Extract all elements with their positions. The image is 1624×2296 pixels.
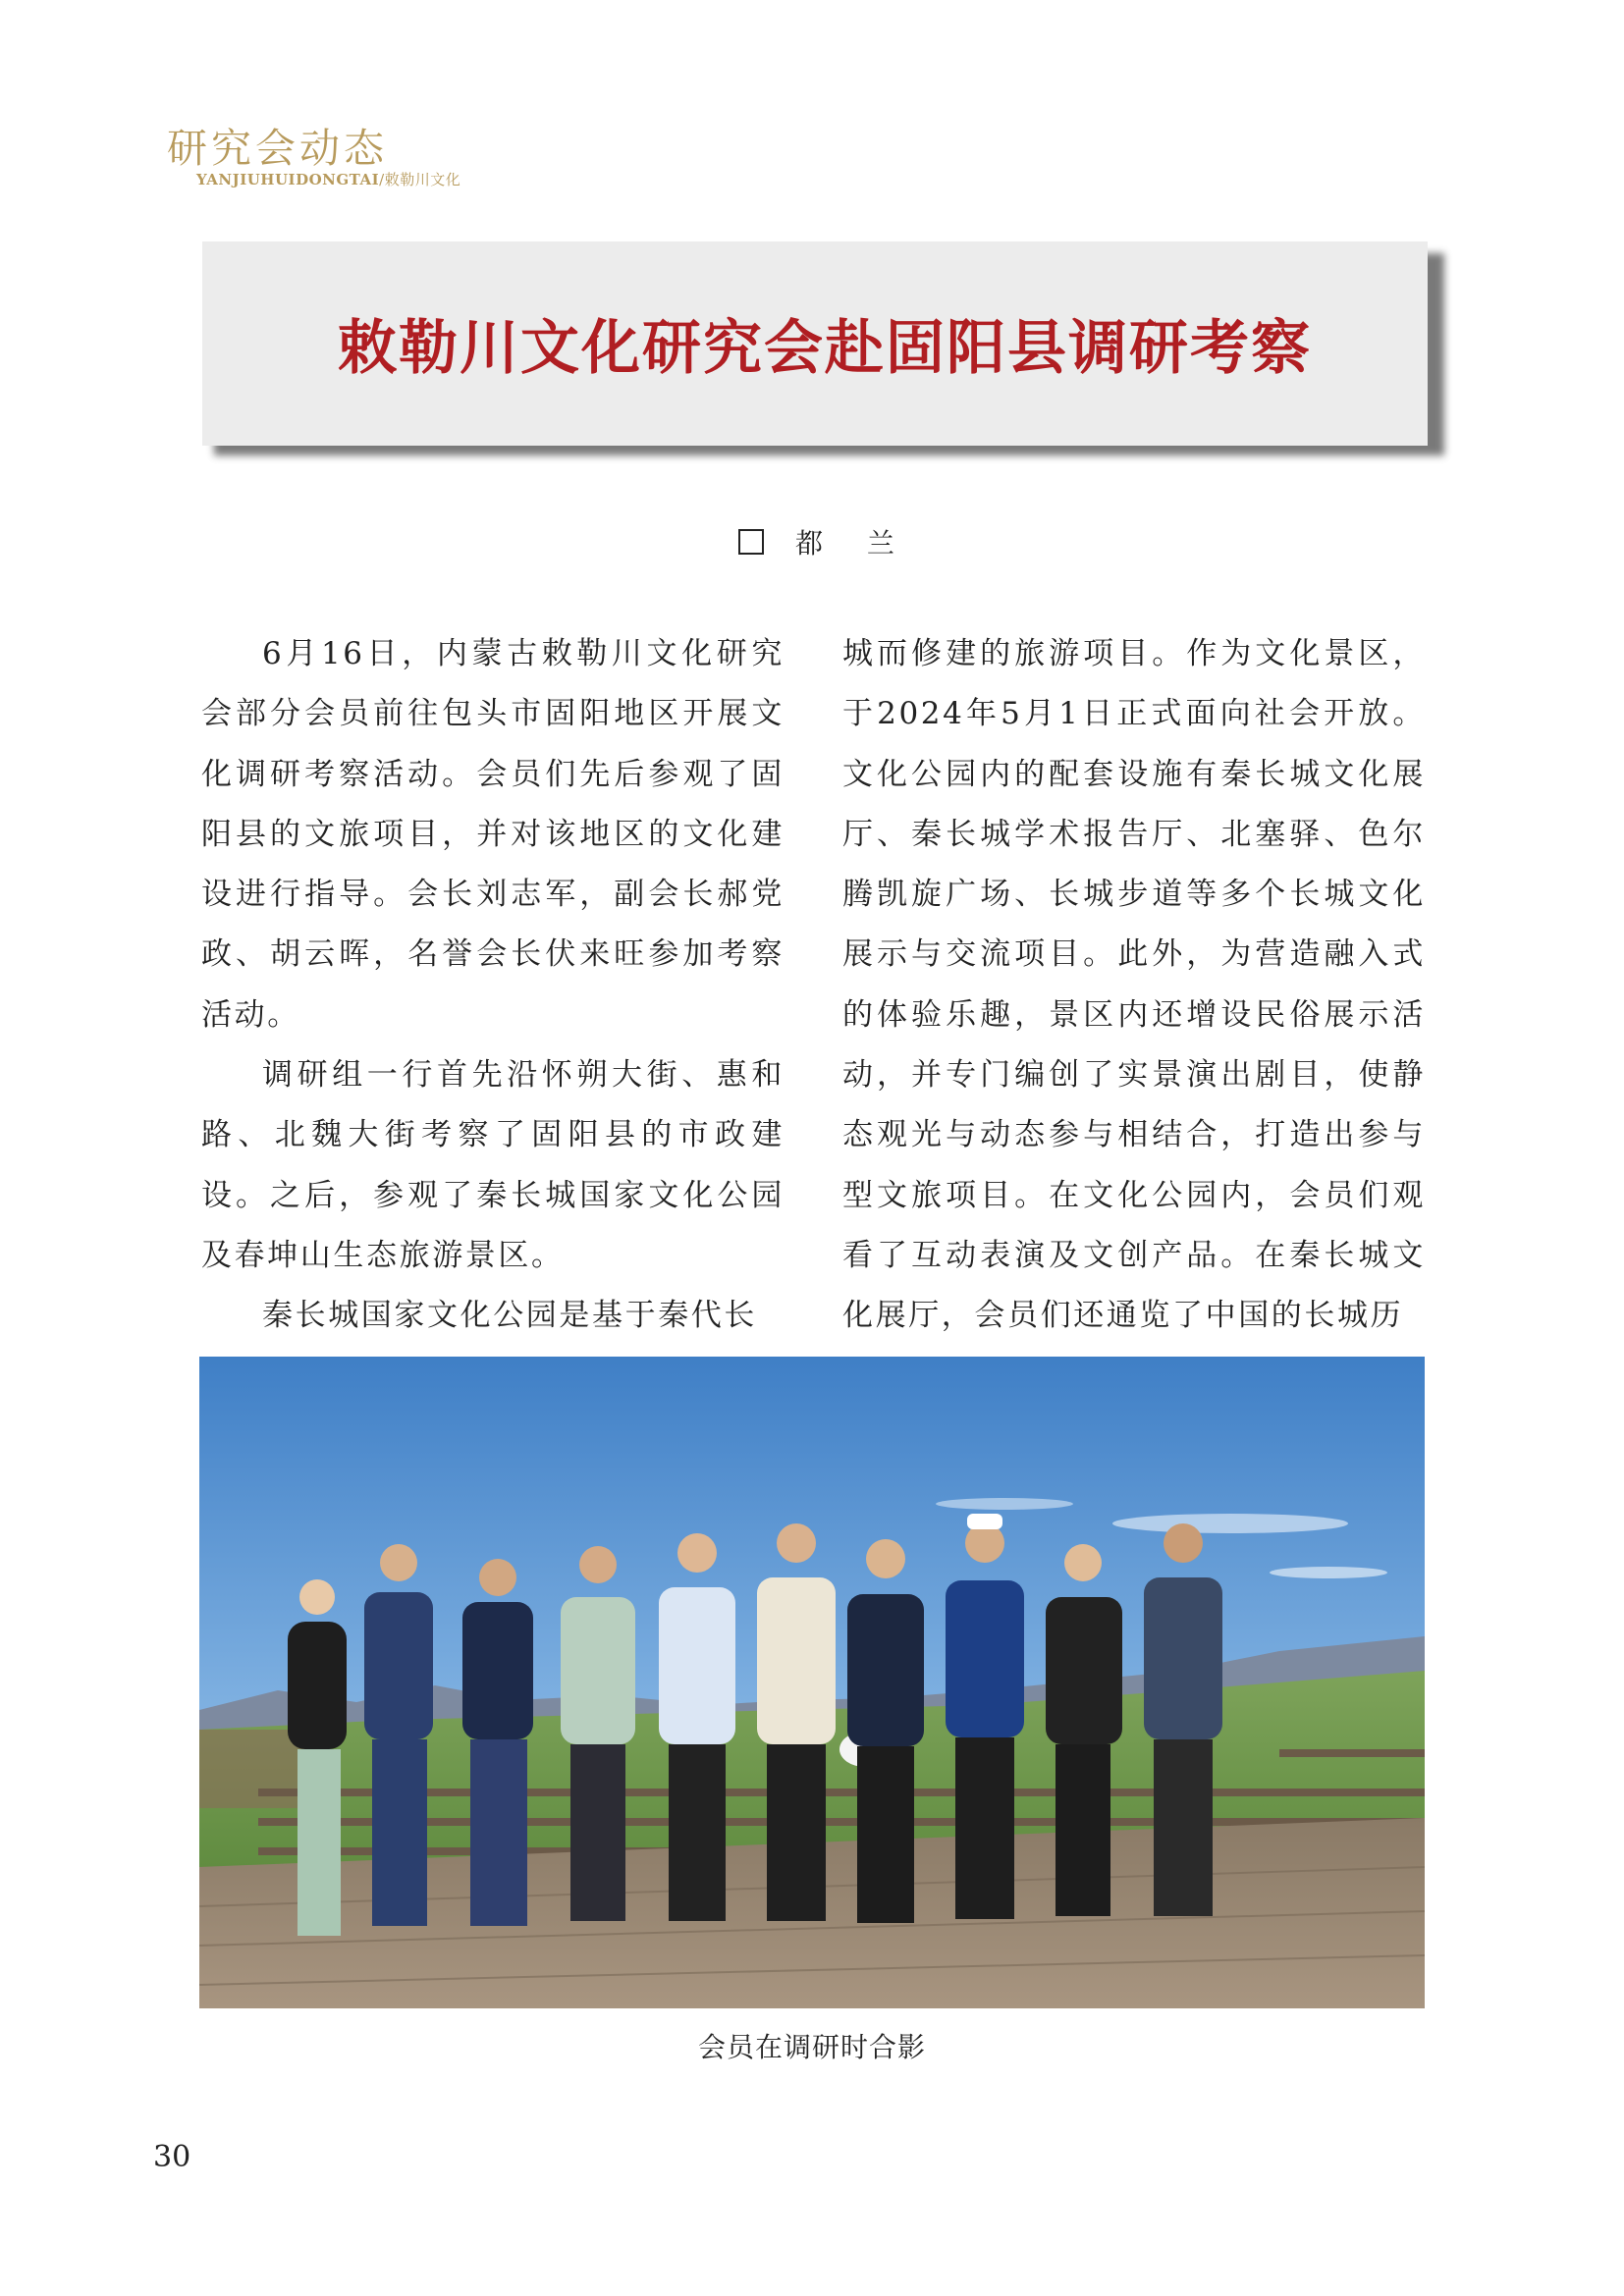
author-name: 都 兰 xyxy=(795,527,912,560)
article-title: 敕勒川文化研究会赴固阳县调研考察 xyxy=(338,314,1312,383)
left-column xyxy=(201,624,785,1347)
section-title: 研究会动态 xyxy=(167,125,388,172)
section-subtitle-cn: 敕勒川文化 xyxy=(384,171,461,188)
author-square-icon xyxy=(738,529,764,555)
paragraph: 城而修建的旅游项目。作为文化景区，于2024年5月1日正式面向社会开放。文化公园内的配套设施有秦长城文化展厅、秦长城学术报告厅、北塞驿、色尔腾凯旋广场、长城步道等多个长城文化展示与交流项目。此外，为营造融入式的体验乐趣，景区内还增设民俗展示活动，并专门编创了实景演出剧目，使静态观光与动态参与相结合，打造出参与型文旅项目。在文化公园内，会员们观看了互动表演及文创产品。在秦长城文化展厅，会员们还通览了中国的长城历 xyxy=(842,636,1426,1334)
section-subtitle-latin: YANJIUHUIDONGTAI xyxy=(196,171,380,188)
paragraph: 调研组一行首先沿怀朔大街、惠和路、北魏大街考察了固阳县的市政建设。之后，参观了秦长城国家文化公园及春坤山生态旅游景区。 xyxy=(201,1057,785,1273)
section-subtitle-separator: / xyxy=(379,171,385,188)
paragraph: 6月16日，内蒙古敕勒川文化研究会部分会员前往包头市固阳地区开展文化调研考察活动。会员们先后参观了固阳县的文旅项目，并对该地区的文化建设进行指导。会长刘志军，副会长郝党政、胡云晖，名誉会长伏来旺参加考察活动。 xyxy=(201,636,785,1033)
author-line xyxy=(738,522,912,561)
section-subtitle xyxy=(196,169,460,189)
page-number: 30 xyxy=(153,2140,191,2174)
right-column xyxy=(842,624,1426,1347)
title-box xyxy=(202,241,1428,446)
group-photo xyxy=(199,1357,1425,2008)
group-photo-illustration xyxy=(199,1357,1425,2008)
photo-caption: 会员在调研时合影 xyxy=(697,2031,926,2063)
paragraph: 秦长城国家文化公园是基于秦代长 xyxy=(262,1298,757,1334)
